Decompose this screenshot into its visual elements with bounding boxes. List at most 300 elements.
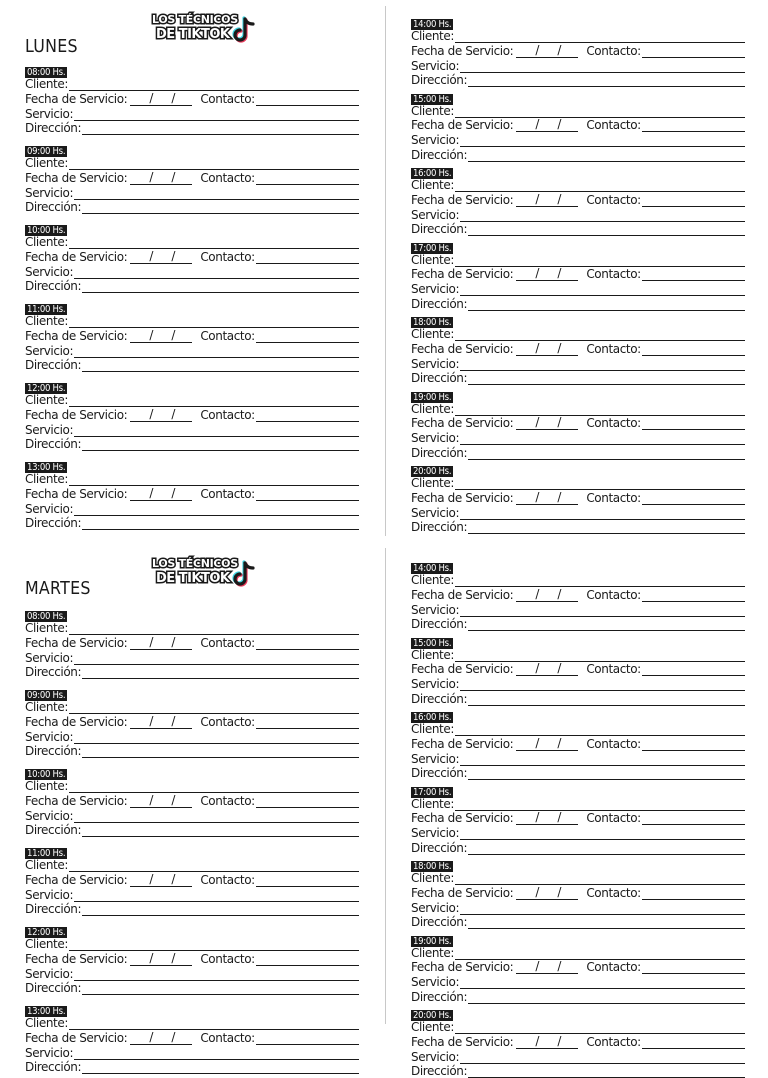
fecha-field[interactable] bbox=[516, 586, 578, 602]
direccion-field[interactable] bbox=[82, 903, 359, 916]
direccion-field[interactable] bbox=[468, 1065, 745, 1078]
date-separator: / bbox=[171, 327, 175, 342]
date-separator: / bbox=[535, 415, 539, 430]
logo-line2: DE TIKTOK bbox=[156, 571, 230, 586]
servicio-field[interactable] bbox=[460, 753, 745, 766]
servicio-label: Servicio: bbox=[411, 900, 460, 915]
contacto-label: Contacto: bbox=[200, 872, 255, 887]
date-separator: / bbox=[149, 248, 153, 263]
cliente-field[interactable] bbox=[455, 574, 745, 587]
hour-badge: 10:00 Hs. bbox=[27, 225, 66, 236]
cliente-label: Cliente: bbox=[411, 573, 454, 587]
fecha-label: Fecha de Servicio: bbox=[411, 960, 514, 975]
date-separator: / bbox=[171, 248, 175, 263]
fecha-row bbox=[411, 192, 745, 207]
date-separator: / bbox=[149, 90, 153, 105]
direccion-row bbox=[411, 1064, 745, 1078]
direccion-label: Dirección: bbox=[411, 766, 468, 781]
direccion-label: Dirección: bbox=[411, 222, 468, 237]
date-separator: / bbox=[535, 1033, 539, 1048]
servicio-field[interactable] bbox=[460, 209, 745, 222]
fecha-field[interactable] bbox=[130, 950, 192, 966]
contacto-field[interactable] bbox=[642, 961, 745, 974]
servicio-field[interactable] bbox=[74, 810, 359, 823]
fecha-field[interactable] bbox=[130, 871, 192, 887]
cliente-field[interactable] bbox=[69, 315, 359, 328]
direccion-field[interactable] bbox=[82, 359, 359, 372]
direccion-row bbox=[25, 200, 359, 215]
servicio-field[interactable] bbox=[74, 1047, 359, 1060]
fecha-row bbox=[25, 1030, 359, 1045]
date-separator: / bbox=[535, 661, 539, 676]
servicio-field[interactable] bbox=[460, 432, 745, 445]
contacto-field[interactable] bbox=[256, 330, 359, 343]
fecha-field[interactable] bbox=[516, 663, 578, 676]
contacto-field[interactable] bbox=[642, 738, 745, 751]
direccion-label: Dirección: bbox=[411, 617, 468, 632]
servicio-field[interactable] bbox=[460, 678, 745, 691]
direccion-label: Dirección: bbox=[25, 279, 82, 294]
cliente-field[interactable] bbox=[69, 622, 359, 635]
servicio-field[interactable] bbox=[460, 827, 745, 840]
fecha-field[interactable] bbox=[130, 634, 192, 650]
hour-badge: 09:00 Hs. bbox=[27, 146, 66, 157]
cliente-row bbox=[411, 476, 745, 490]
direccion-field[interactable] bbox=[82, 201, 359, 214]
hour-badge: 16:00 Hs. bbox=[413, 168, 452, 179]
date-separator: / bbox=[557, 415, 561, 430]
date-separator: / bbox=[149, 1029, 153, 1044]
direccion-field[interactable] bbox=[468, 74, 745, 87]
fecha-row bbox=[411, 736, 745, 751]
direccion-label: Dirección: bbox=[25, 823, 82, 838]
servicio-label: Servicio: bbox=[411, 677, 460, 692]
servicio-row bbox=[25, 808, 359, 823]
cliente-label: Cliente: bbox=[411, 796, 454, 811]
contacto-field[interactable] bbox=[642, 1036, 745, 1049]
cliente-row bbox=[25, 472, 359, 486]
direccion-label: Dirección: bbox=[411, 73, 468, 88]
cliente-field[interactable] bbox=[455, 649, 745, 662]
servicio-label: Servicio: bbox=[411, 133, 460, 148]
hour-badge: 17:00 Hs. bbox=[413, 786, 452, 798]
contacto-label: Contacto: bbox=[586, 341, 641, 356]
servicio-field[interactable] bbox=[74, 345, 359, 358]
servicio-field[interactable] bbox=[74, 424, 359, 437]
servicio-field[interactable] bbox=[460, 1051, 745, 1064]
date-separator: / bbox=[149, 406, 153, 421]
cliente-field[interactable] bbox=[455, 723, 745, 736]
contacto-label: Contacto: bbox=[200, 91, 255, 106]
fecha-field[interactable] bbox=[130, 90, 192, 106]
servicio-row bbox=[25, 1045, 359, 1060]
servicio-row bbox=[25, 501, 359, 516]
hour-badge: 13:00 Hs. bbox=[27, 1006, 66, 1017]
direccion-field[interactable] bbox=[468, 372, 745, 385]
direccion-field[interactable] bbox=[468, 521, 745, 534]
servicio-field[interactable] bbox=[460, 60, 745, 73]
contacto-field[interactable] bbox=[642, 663, 745, 676]
direccion-label: Dirección: bbox=[25, 1060, 82, 1075]
cliente-row bbox=[411, 796, 745, 811]
time-slot bbox=[25, 764, 359, 837]
cliente-field[interactable] bbox=[455, 947, 745, 960]
time-slot bbox=[25, 62, 359, 135]
servicio-label: Servicio: bbox=[411, 58, 460, 73]
date-separator: / bbox=[557, 191, 561, 206]
column-divider bbox=[385, 6, 386, 536]
servicio-row bbox=[411, 505, 745, 520]
brand-logo bbox=[148, 554, 256, 588]
date-separator: / bbox=[535, 735, 539, 750]
cliente-row bbox=[411, 29, 745, 43]
cliente-row bbox=[25, 858, 359, 872]
date-separator: / bbox=[557, 42, 561, 57]
fecha-field[interactable] bbox=[516, 735, 578, 751]
servicio-field[interactable] bbox=[74, 968, 359, 981]
direccion-row bbox=[25, 1060, 359, 1075]
servicio-field[interactable] bbox=[74, 187, 359, 200]
cliente-label: Cliente: bbox=[411, 252, 454, 267]
cliente-field[interactable] bbox=[455, 179, 745, 192]
contacto-label: Contacto: bbox=[586, 43, 641, 58]
contacto-label: Contacto: bbox=[586, 192, 641, 207]
fecha-label: Fecha de Servicio: bbox=[411, 811, 514, 826]
fecha-field[interactable] bbox=[130, 406, 192, 422]
cliente-label: Cliente: bbox=[25, 779, 68, 793]
cliente-field[interactable] bbox=[69, 157, 359, 170]
date-separator: / bbox=[149, 713, 153, 728]
servicio-label: Servicio: bbox=[25, 808, 74, 823]
time-slot bbox=[411, 238, 745, 311]
fecha-field[interactable] bbox=[516, 489, 578, 505]
date-separator: / bbox=[149, 634, 153, 649]
time-slot bbox=[411, 931, 745, 1004]
time-slot bbox=[411, 461, 745, 534]
date-separator: / bbox=[557, 586, 561, 601]
fecha-label: Fecha de Servicio: bbox=[25, 170, 128, 185]
direccion-field[interactable] bbox=[82, 745, 359, 758]
fecha-field[interactable] bbox=[516, 812, 578, 825]
contacto-field[interactable] bbox=[256, 716, 359, 729]
servicio-field[interactable] bbox=[74, 652, 359, 665]
servicio-row bbox=[25, 185, 359, 200]
date-separator: / bbox=[171, 169, 175, 184]
cliente-field[interactable] bbox=[455, 254, 745, 267]
contacto-field[interactable] bbox=[642, 194, 745, 207]
contacto-field[interactable] bbox=[642, 417, 745, 430]
direccion-field[interactable] bbox=[468, 447, 745, 460]
direccion-field[interactable] bbox=[82, 1061, 359, 1074]
contacto-field[interactable] bbox=[256, 251, 359, 264]
servicio-field[interactable] bbox=[74, 731, 359, 744]
cliente-field[interactable] bbox=[69, 78, 359, 91]
cliente-row bbox=[411, 573, 745, 587]
cliente-field[interactable] bbox=[69, 236, 359, 249]
servicio-row bbox=[25, 264, 359, 279]
servicio-field[interactable] bbox=[74, 503, 359, 516]
fecha-field[interactable] bbox=[130, 792, 192, 808]
fecha-field[interactable] bbox=[516, 884, 578, 900]
date-separator: / bbox=[535, 959, 539, 974]
servicio-row bbox=[25, 422, 359, 437]
cliente-label: Cliente: bbox=[25, 937, 68, 951]
fecha-field[interactable] bbox=[516, 268, 578, 281]
fecha-field[interactable] bbox=[130, 713, 192, 729]
date-separator: / bbox=[557, 117, 561, 132]
cliente-row bbox=[25, 937, 359, 951]
contacto-label: Contacto: bbox=[586, 118, 641, 133]
time-slot bbox=[411, 89, 745, 162]
direccion-row bbox=[411, 147, 745, 162]
servicio-field[interactable] bbox=[74, 889, 359, 902]
time-slot bbox=[411, 782, 745, 855]
day-title: MARTES bbox=[25, 578, 91, 599]
cliente-field[interactable] bbox=[455, 30, 745, 43]
date-separator: / bbox=[149, 169, 153, 184]
contacto-field[interactable] bbox=[256, 874, 359, 887]
cliente-label: Cliente: bbox=[411, 945, 454, 960]
cliente-row bbox=[411, 722, 745, 736]
servicio-row bbox=[411, 207, 745, 222]
contacto-field[interactable] bbox=[642, 343, 745, 356]
servicio-field[interactable] bbox=[74, 266, 359, 279]
time-slot bbox=[411, 558, 745, 631]
hour-badge: 08:00 Hs. bbox=[27, 67, 66, 78]
fecha-row bbox=[411, 662, 745, 677]
fecha-label: Fecha de Servicio: bbox=[411, 885, 514, 900]
date-separator: / bbox=[535, 340, 539, 355]
direccion-field[interactable] bbox=[468, 916, 745, 929]
date-separator: / bbox=[149, 485, 153, 500]
date-separator: / bbox=[171, 871, 175, 886]
date-separator: / bbox=[557, 266, 561, 281]
servicio-row bbox=[411, 356, 745, 371]
servicio-field[interactable] bbox=[460, 902, 745, 915]
contacto-field[interactable] bbox=[256, 93, 359, 106]
direccion-field[interactable] bbox=[82, 517, 359, 530]
servicio-field[interactable] bbox=[74, 108, 359, 121]
direccion-field[interactable] bbox=[468, 298, 745, 311]
date-separator: / bbox=[535, 884, 539, 899]
hour-badge: 12:00 Hs. bbox=[27, 383, 66, 394]
fecha-field[interactable] bbox=[516, 1033, 578, 1049]
time-slot bbox=[25, 141, 359, 214]
fecha-row bbox=[411, 43, 745, 58]
date-separator: / bbox=[149, 792, 153, 807]
contacto-field[interactable] bbox=[256, 409, 359, 422]
date-separator: / bbox=[557, 340, 561, 355]
hour-badge: 20:00 Hs. bbox=[413, 466, 452, 477]
cliente-row bbox=[25, 779, 359, 793]
hour-badge: 08:00 Hs. bbox=[27, 611, 66, 622]
contacto-label: Contacto: bbox=[586, 490, 641, 505]
contacto-field[interactable] bbox=[642, 492, 745, 505]
direccion-row bbox=[411, 989, 745, 1004]
servicio-row bbox=[25, 887, 359, 902]
servicio-label: Servicio: bbox=[411, 431, 460, 446]
fecha-field[interactable] bbox=[516, 119, 578, 132]
cliente-field[interactable] bbox=[455, 798, 745, 811]
time-slot bbox=[25, 220, 359, 293]
hour-badge: 20:00 Hs. bbox=[413, 1010, 452, 1021]
fecha-field[interactable] bbox=[130, 485, 192, 501]
cliente-row bbox=[25, 700, 359, 714]
cliente-field[interactable] bbox=[455, 872, 745, 885]
contacto-label: Contacto: bbox=[586, 885, 641, 900]
date-separator: / bbox=[535, 191, 539, 206]
contacto-field[interactable] bbox=[256, 637, 359, 650]
fecha-field[interactable] bbox=[516, 961, 578, 974]
cliente-field[interactable] bbox=[69, 780, 359, 793]
fecha-field[interactable] bbox=[516, 191, 578, 207]
fecha-row bbox=[25, 872, 359, 887]
direccion-label: Dirección: bbox=[25, 981, 82, 996]
cliente-field[interactable] bbox=[455, 328, 745, 341]
direccion-row bbox=[411, 73, 745, 88]
fecha-row bbox=[411, 811, 745, 826]
servicio-field[interactable] bbox=[460, 358, 745, 371]
hour-badge: 19:00 Hs. bbox=[413, 391, 452, 403]
cliente-field[interactable] bbox=[455, 477, 745, 490]
cliente-label: Cliente: bbox=[411, 29, 454, 43]
cliente-label: Cliente: bbox=[411, 476, 454, 490]
fecha-field[interactable] bbox=[130, 248, 192, 264]
contacto-field[interactable] bbox=[256, 172, 359, 185]
contacto-field[interactable] bbox=[256, 795, 359, 808]
servicio-field[interactable] bbox=[460, 134, 745, 147]
contacto-field[interactable] bbox=[256, 1032, 359, 1045]
direccion-row bbox=[25, 516, 359, 531]
fecha-field[interactable] bbox=[130, 1029, 192, 1045]
time-slot bbox=[25, 457, 359, 530]
contacto-label: Contacto: bbox=[200, 951, 255, 966]
servicio-label: Servicio: bbox=[411, 282, 460, 297]
cliente-label: Cliente: bbox=[411, 1020, 454, 1034]
direccion-field[interactable] bbox=[82, 982, 359, 995]
contacto-field[interactable] bbox=[642, 119, 745, 132]
cliente-label: Cliente: bbox=[25, 1016, 68, 1030]
time-slot bbox=[25, 299, 359, 372]
cliente-field[interactable] bbox=[455, 1021, 745, 1034]
direccion-field[interactable] bbox=[82, 438, 359, 451]
contacto-field[interactable] bbox=[256, 953, 359, 966]
direccion-field[interactable] bbox=[468, 767, 745, 780]
contacto-label: Contacto: bbox=[586, 1034, 641, 1049]
contacto-label: Contacto: bbox=[200, 1030, 255, 1045]
direccion-row bbox=[25, 981, 359, 996]
servicio-row bbox=[411, 900, 745, 915]
contacto-label: Contacto: bbox=[200, 635, 255, 650]
direccion-field[interactable] bbox=[468, 693, 745, 706]
servicio-field[interactable] bbox=[460, 507, 745, 520]
contacto-field[interactable] bbox=[642, 812, 745, 825]
servicio-field[interactable] bbox=[460, 604, 745, 617]
contacto-field[interactable] bbox=[642, 45, 745, 58]
date-separator: / bbox=[171, 713, 175, 728]
cliente-field[interactable] bbox=[69, 394, 359, 407]
fecha-label: Fecha de Servicio: bbox=[411, 490, 514, 505]
date-separator: / bbox=[557, 1033, 561, 1048]
cliente-field[interactable] bbox=[69, 859, 359, 872]
fecha-field[interactable] bbox=[130, 327, 192, 343]
fecha-row bbox=[411, 1034, 745, 1049]
fecha-label: Fecha de Servicio: bbox=[411, 587, 514, 602]
date-separator: / bbox=[557, 735, 561, 750]
cliente-field[interactable] bbox=[69, 473, 359, 486]
time-slot bbox=[411, 633, 745, 706]
fecha-label: Fecha de Servicio: bbox=[25, 714, 128, 729]
contacto-label: Contacto: bbox=[200, 328, 255, 343]
direccion-label: Dirección: bbox=[25, 358, 82, 373]
cliente-label: Cliente: bbox=[411, 647, 454, 662]
cliente-field[interactable] bbox=[69, 701, 359, 714]
cliente-label: Cliente: bbox=[25, 700, 68, 714]
day-title: LUNES bbox=[25, 36, 78, 57]
cliente-field[interactable] bbox=[455, 105, 745, 118]
direccion-field[interactable] bbox=[468, 149, 745, 162]
hour-badge: 09:00 Hs. bbox=[27, 690, 66, 701]
direccion-field[interactable] bbox=[468, 842, 745, 855]
fecha-row bbox=[25, 249, 359, 264]
servicio-field[interactable] bbox=[460, 976, 745, 989]
date-separator: / bbox=[171, 634, 175, 649]
direccion-field[interactable] bbox=[82, 122, 359, 135]
servicio-row bbox=[411, 430, 745, 445]
date-separator: / bbox=[171, 950, 175, 965]
date-separator: / bbox=[171, 406, 175, 421]
direccion-row bbox=[411, 296, 745, 311]
contacto-field[interactable] bbox=[642, 589, 745, 602]
direccion-field[interactable] bbox=[82, 666, 359, 679]
direccion-field[interactable] bbox=[468, 618, 745, 631]
contacto-label: Contacto: bbox=[586, 416, 641, 431]
direccion-field[interactable] bbox=[468, 223, 745, 236]
hour-badge: 18:00 Hs. bbox=[413, 317, 452, 328]
fecha-field[interactable] bbox=[516, 417, 578, 430]
direccion-field[interactable] bbox=[82, 280, 359, 293]
fecha-field[interactable] bbox=[516, 340, 578, 356]
fecha-field[interactable] bbox=[130, 169, 192, 185]
direccion-row bbox=[25, 279, 359, 294]
contacto-field[interactable] bbox=[256, 488, 359, 501]
servicio-label: Servicio: bbox=[25, 1045, 74, 1060]
servicio-field[interactable] bbox=[460, 283, 745, 296]
direccion-field[interactable] bbox=[468, 991, 745, 1004]
hour-badge: 10:00 Hs. bbox=[27, 769, 66, 780]
direccion-row bbox=[25, 121, 359, 136]
time-slot bbox=[25, 1001, 359, 1074]
contacto-label: Contacto: bbox=[586, 811, 641, 826]
fecha-row bbox=[411, 341, 745, 356]
cliente-label: Cliente: bbox=[411, 401, 454, 416]
fecha-field[interactable] bbox=[516, 42, 578, 58]
direccion-field[interactable] bbox=[82, 824, 359, 837]
servicio-row bbox=[411, 974, 745, 989]
hour-badge: 19:00 Hs. bbox=[413, 935, 452, 947]
date-separator: / bbox=[557, 884, 561, 899]
cliente-label: Cliente: bbox=[25, 621, 68, 635]
cliente-row bbox=[25, 77, 359, 91]
fecha-label: Fecha de Servicio: bbox=[411, 267, 514, 282]
date-separator: / bbox=[535, 489, 539, 504]
contacto-field[interactable] bbox=[642, 268, 745, 281]
cliente-label: Cliente: bbox=[411, 103, 454, 118]
contacto-field[interactable] bbox=[642, 887, 745, 900]
cliente-field[interactable] bbox=[455, 403, 745, 416]
cliente-field[interactable] bbox=[69, 938, 359, 951]
servicio-row bbox=[411, 676, 745, 691]
